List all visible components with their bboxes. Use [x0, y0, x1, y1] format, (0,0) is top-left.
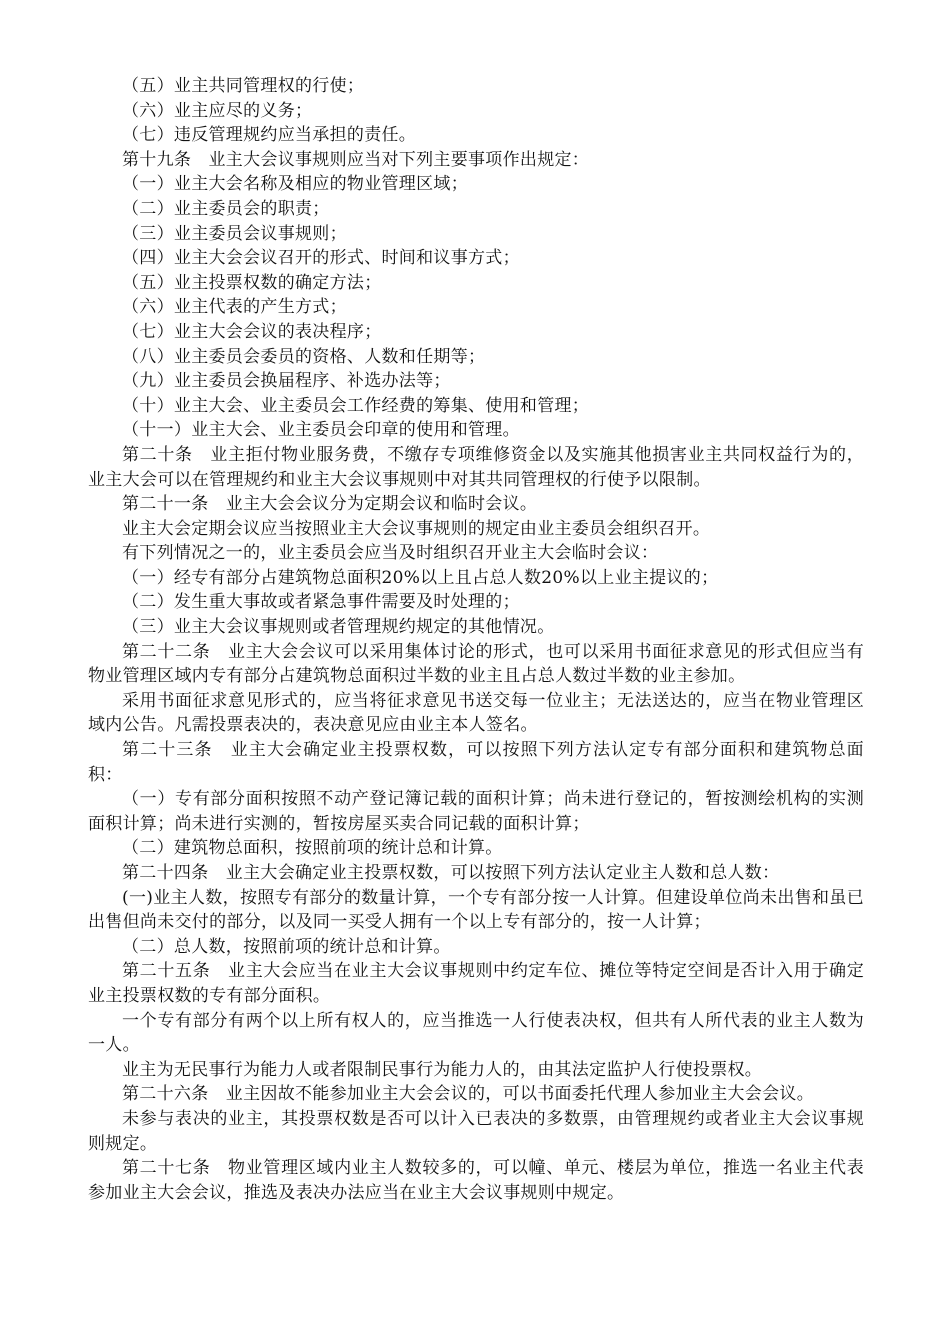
article-21: 第二十一条 业主大会会议分为定期会议和临时会议。: [122, 494, 538, 515]
paragraph: 采用书面征求意见形式的，应当将征求意见书送交每一位业主；无法送达的，应当在物业管理区域内公告。凡需投票表决的，表决意见应由业主本人签名。: [88, 690, 864, 736]
clause-item: （七）业主大会会议的表决程序；: [122, 321, 382, 342]
clause-item: （九）业主委员会换届程序、补选办法等；: [122, 371, 451, 392]
paragraph: 有下列情况之一的，业主委员会应当及时组织召开业主大会临时会议：: [122, 543, 659, 564]
article-25: 第二十五条 业主大会应当在业主大会议事规则中约定车位、摊位等特定空间是否计入用于确定业主投票权数的专有部分面积。: [88, 961, 864, 1006]
clause-item: (一)业主人数，按照专有部分的数量计算，一个专有部分按一人计算。但建设单位尚未出售和虽已出售但尚未交付的部分，以及同一买受人拥有一个以上专有部分的，按一人计算；: [88, 887, 864, 933]
paragraph: 未参与表决的业主，其投票权数是否可以计入已表决的多数票，由管理规约或者业主大会议事规则规定。: [88, 1108, 864, 1154]
article-23: 第二十三条 业主大会确定业主投票权数，可以按照下列方法认定专有部分面积和建筑物总面积：: [88, 740, 864, 785]
clause-item: （一）专有部分面积按照不动产登记簿记载的面积计算；尚未进行登记的，暂按测绘机构的实测面积计算；尚未进行实测的，暂按房屋买卖合同记载的面积计算；: [88, 789, 864, 834]
article-22: 第二十二条 业主大会会议可以采用集体讨论的形式，也可以采用书面征求意见的形式但应当有物业管理区域内专有部分占建筑物总面积过半数的业主且占总人数过半数的业主参加。: [88, 641, 864, 687]
clause-item: （一）业主大会名称及相应的物业管理区域；: [122, 174, 468, 195]
clause-item: （五）业主共同管理权的行使；: [122, 76, 365, 96]
clause-item: （七）违反管理规约应当承担的责任。: [122, 125, 417, 146]
clause-item: （六）业主代表的产生方式；: [122, 297, 347, 318]
article-24: 第二十四条 业主大会确定业主投票权数，可以按照下列方法认定业主人数和总人数：: [122, 863, 780, 883]
paragraph: 业主为无民事行为能力人或者限制民事行为能力人的，由其法定监护人行使投票权。: [122, 1059, 763, 1080]
article-19: 第十九条 业主大会议事规则应当对下列主要事项作出规定：: [122, 149, 590, 170]
clause-item: （二）建筑物总面积，按照前项的统计总和计算。: [122, 838, 503, 859]
clause-item: （二）发生重大事故或者紧急事件需要及时处理的；: [122, 592, 520, 613]
document-page: [88, 74, 864, 1205]
clause-item: （十一）业主大会、业主委员会印章的使用和管理。: [122, 420, 520, 441]
clause-item: （十）业主大会、业主委员会工作经费的筹集、使用和管理；: [122, 395, 590, 416]
paragraph: 业主大会定期会议应当按照业主大会议事规则的规定由业主委员会组织召开。: [122, 518, 711, 539]
article-20: 第二十条 业主拒付物业服务费，不缴存专项维修资金以及实施其他损害业主共同权益行为的，业主大会可以在管理规约和业主大会议事规则中对其共同管理权的行使予以限制。: [88, 444, 864, 490]
paragraph: 一个专有部分有两个以上所有权人的，应当推选一人行使表决权，但共有人所代表的业主人数为一人。: [88, 1010, 864, 1056]
clause-item: （三）业主委员会议事规则；: [122, 223, 347, 244]
clause-item: （二）业主委员会的职责；: [122, 198, 330, 219]
clause-item: （八）业主委员会委员的资格、人数和任期等；: [122, 346, 486, 367]
clause-item: （五）业主投票权数的确定方法；: [122, 272, 382, 293]
clause-item: （六）业主应尽的义务；: [122, 100, 313, 121]
clause-item: （四）业主大会会议召开的形式、时间和议事方式；: [122, 248, 520, 269]
clause-item: （一）经专有部分占建筑物总面积20%以上且占总人数20%以上业主提议的；: [122, 567, 719, 588]
clause-item: （二）总人数，按照前项的统计总和计算。: [122, 936, 451, 957]
article-27: 第二十七条 物业管理区域内业主人数较多的，可以幢、单元、楼层为单位，推选一名业主代表参加业主大会会议，推选及表决办法应当在业主大会议事规则中规定。: [88, 1158, 864, 1203]
article-26: 第二十六条 业主因故不能参加业主大会会议的，可以书面委托代理人参加业主大会会议。: [122, 1084, 814, 1105]
clause-item: （三）业主大会议事规则或者管理规约规定的其他情况。: [122, 617, 555, 638]
